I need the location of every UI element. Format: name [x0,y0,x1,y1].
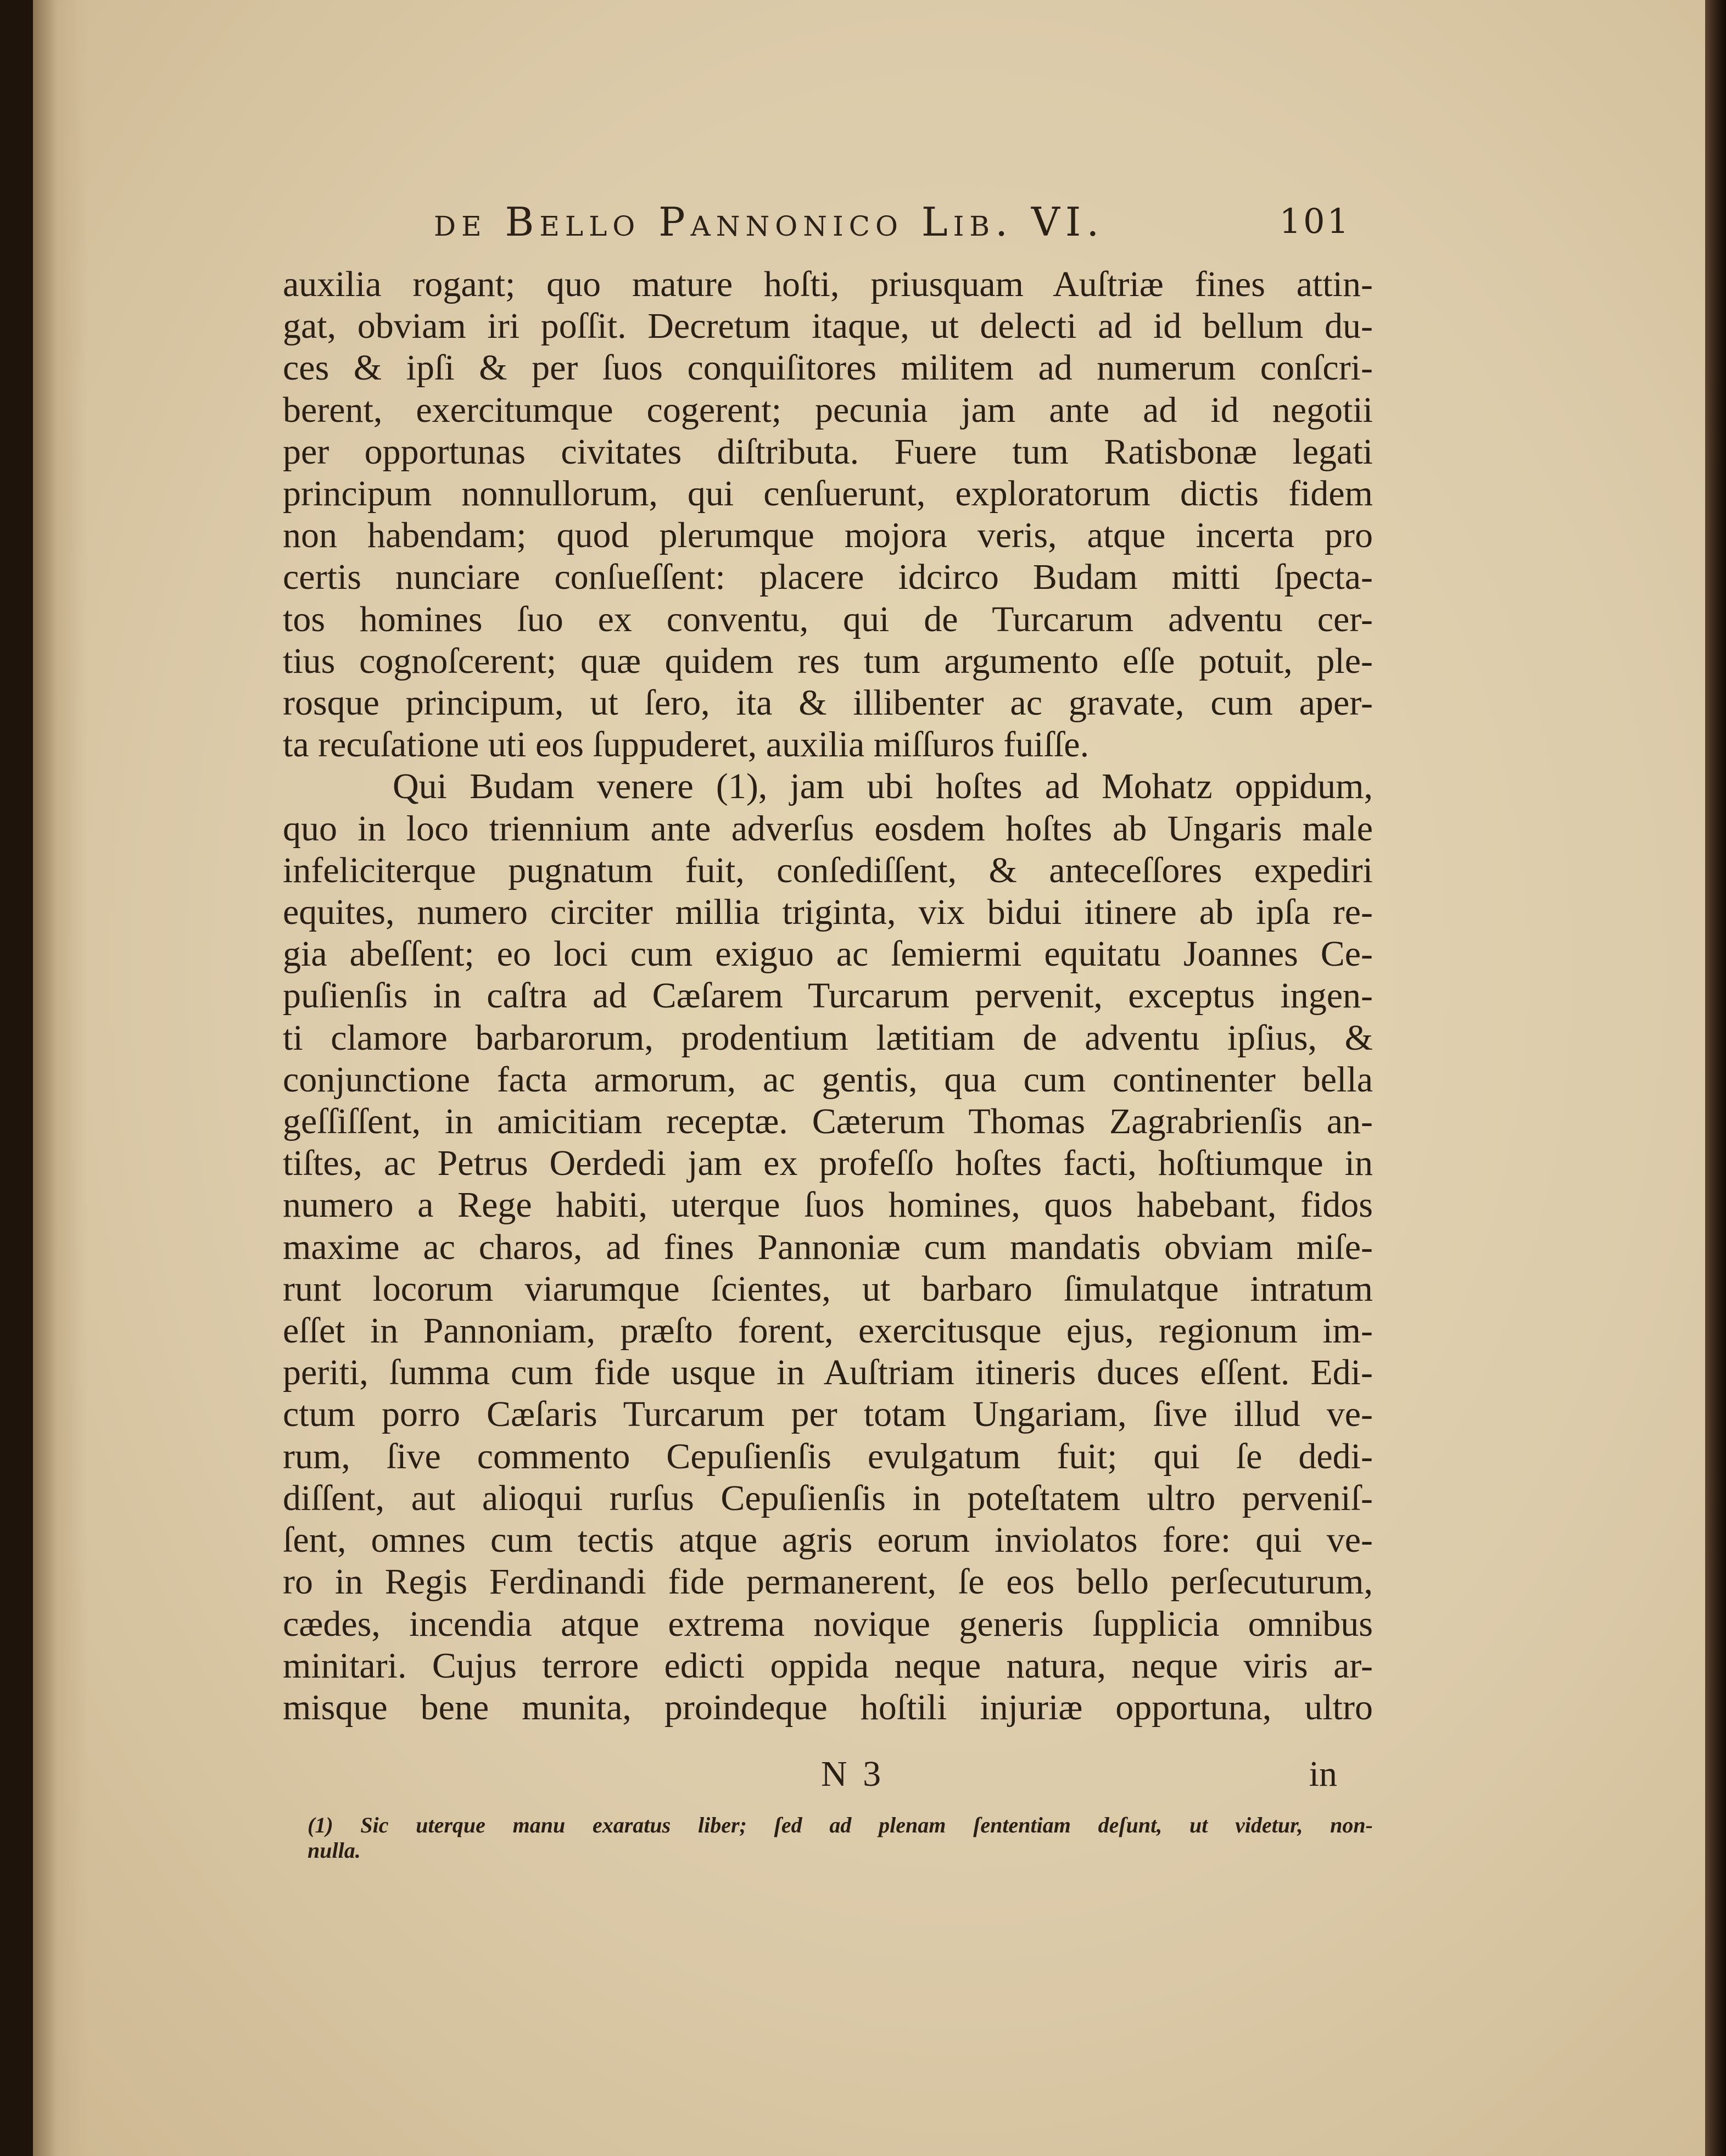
text-line: tos homines ſuo ex conventu, qui de Turcarum adventu cer- [283,599,1373,639]
text-line: periti, ſumma cum fide usque in Auſtriam itineris duces eſſent. Edi- [283,1352,1373,1393]
text-line: minitari. Cujus terrore edicti oppida neque natura, neque viris ar- [283,1645,1373,1686]
text-line: misque bene munita, proindeque hoſtili injuriæ opportuna, ultro [283,1687,1373,1728]
page-edge-shadow [1705,0,1726,2156]
text-line: quo in loco triennium ante adverſus eosdem hoſtes ab Ungaris male [283,808,1373,849]
text-line: ctum porro Cæſaris Turcarum per totam Ungariam, ſive illud ve- [283,1394,1373,1435]
text-line: infeliciterque pugnatum fuit, conſediſſent, & anteceſſores expediri [283,850,1373,890]
text-line: ta recuſatione uti eos ſuppuderet, auxilia miſſuros fuiſſe. [283,725,1090,765]
text-line: eſſet in Pannoniam, præſto forent, exercitusque ejus, regionum im- [283,1311,1373,1351]
text-line: runt locorum viarumque ſcientes, ut barbaro ſimulatque intratum [283,1268,1373,1309]
text-line: tiſtes, ac Petrus Oerdedi jam ex profeſſo hoſtes facti, hoſtiumque in [283,1143,1373,1184]
text-line: gia abeſſent; eo loci cum exiguo ac ſemiermi equitatu Joannes Ce- [283,934,1373,974]
text-line: non habendam; quod plerumque mojora veris, atque incerta pro [283,515,1373,556]
main-text-block [283,264,1373,1729]
text-line: principum nonnullorum, qui cenſuerunt, exploratorum dictis fidem [283,473,1373,514]
text-line: certis nunciare conſueſſent: placere idcirco Budam mitti ſpecta- [283,557,1373,598]
text-line: cædes, incendia atque extrema novique generis ſupplicia omnibus [283,1603,1373,1644]
text-line: ſent, omnes cum tectis atque agris eorum inviolatos fore: qui ve- [283,1520,1373,1561]
signature-mark: N 3 [821,1754,885,1794]
text-line: puſienſis in caſtra ad Cæſarem Turcarum pervenit, exceptus ingen- [283,976,1373,1016]
catchword: in [1309,1754,1337,1794]
text-line: geſſiſſent, in amicitiam receptæ. Cæterum Thomas Zagrabrienſis an- [283,1101,1373,1142]
text-line: numero a Rege habiti, uterque ſuos homines, quos habebant, fidos [283,1185,1373,1225]
text-line: rosque principum, ut ſero, ita & illibenter ac gravate, cum aper- [283,683,1373,723]
text-line: ro in Regis Ferdinandi fide permanerent, ſe eos bello perſecuturum, [283,1562,1373,1602]
text-line: ces & ipſi & per ſuos conquiſitores militem ad numerum conſcri- [283,348,1373,388]
paragraph-first-line: Qui Budam venere (1), jam ubi hoſtes ad Mohatz oppidum, [393,766,1373,807]
page-header [434,199,1351,254]
text-line: per opportunas civitates diſtributa. Fuere tum Ratisbonæ legati [283,431,1373,472]
text-line: equites, numero circiter millia triginta, vix bidui itinere ab ipſa re- [283,892,1373,933]
footnote-line: (1) Sic uterque manu exaratus liber; ſed ad plenam ſententiam deſunt, ut videtur, non- [308,1813,1373,1837]
page-footer-row [283,1753,1373,1797]
text-line: ti clamore barbarorum, prodentium lætitiam de adventu ipſius, & [283,1017,1373,1058]
text-line: maxime ac charos, ad fines Pannoniæ cum mandatis obviam miſe- [283,1227,1373,1267]
page-number: 101 [1279,201,1351,241]
text-line: tius cognoſcerent; quæ quidem res tum argumento eſſe potuit, ple- [283,640,1373,681]
footnote [308,1813,1373,1863]
text-line: diſſent, aut alioqui rurſus Cepuſienſis in poteſtatem ultro perveniſ- [283,1478,1373,1518]
footnote-line: nulla. [308,1838,361,1863]
text-line: gat, obviam iri poſſit. Decretum itaque, ut delecti ad id bellum du- [283,306,1373,347]
text-line: auxilia rogant; quo mature hoſti, priusquam Auſtriæ fines attin- [283,264,1373,304]
binding-gutter-shadow [33,0,88,2156]
running-title: de Bello Pannonico Lib. VI. [434,199,1105,245]
text-line: rum, ſive commento Cepuſienſis evulgatum fuit; qui ſe dedi- [283,1436,1373,1477]
text-line: berent, exercitumque cogerent; pecunia jam ante ad id negotii [283,389,1373,430]
text-line: conjunctione facta armorum, ac gentis, qua cum continenter bella [283,1059,1373,1100]
